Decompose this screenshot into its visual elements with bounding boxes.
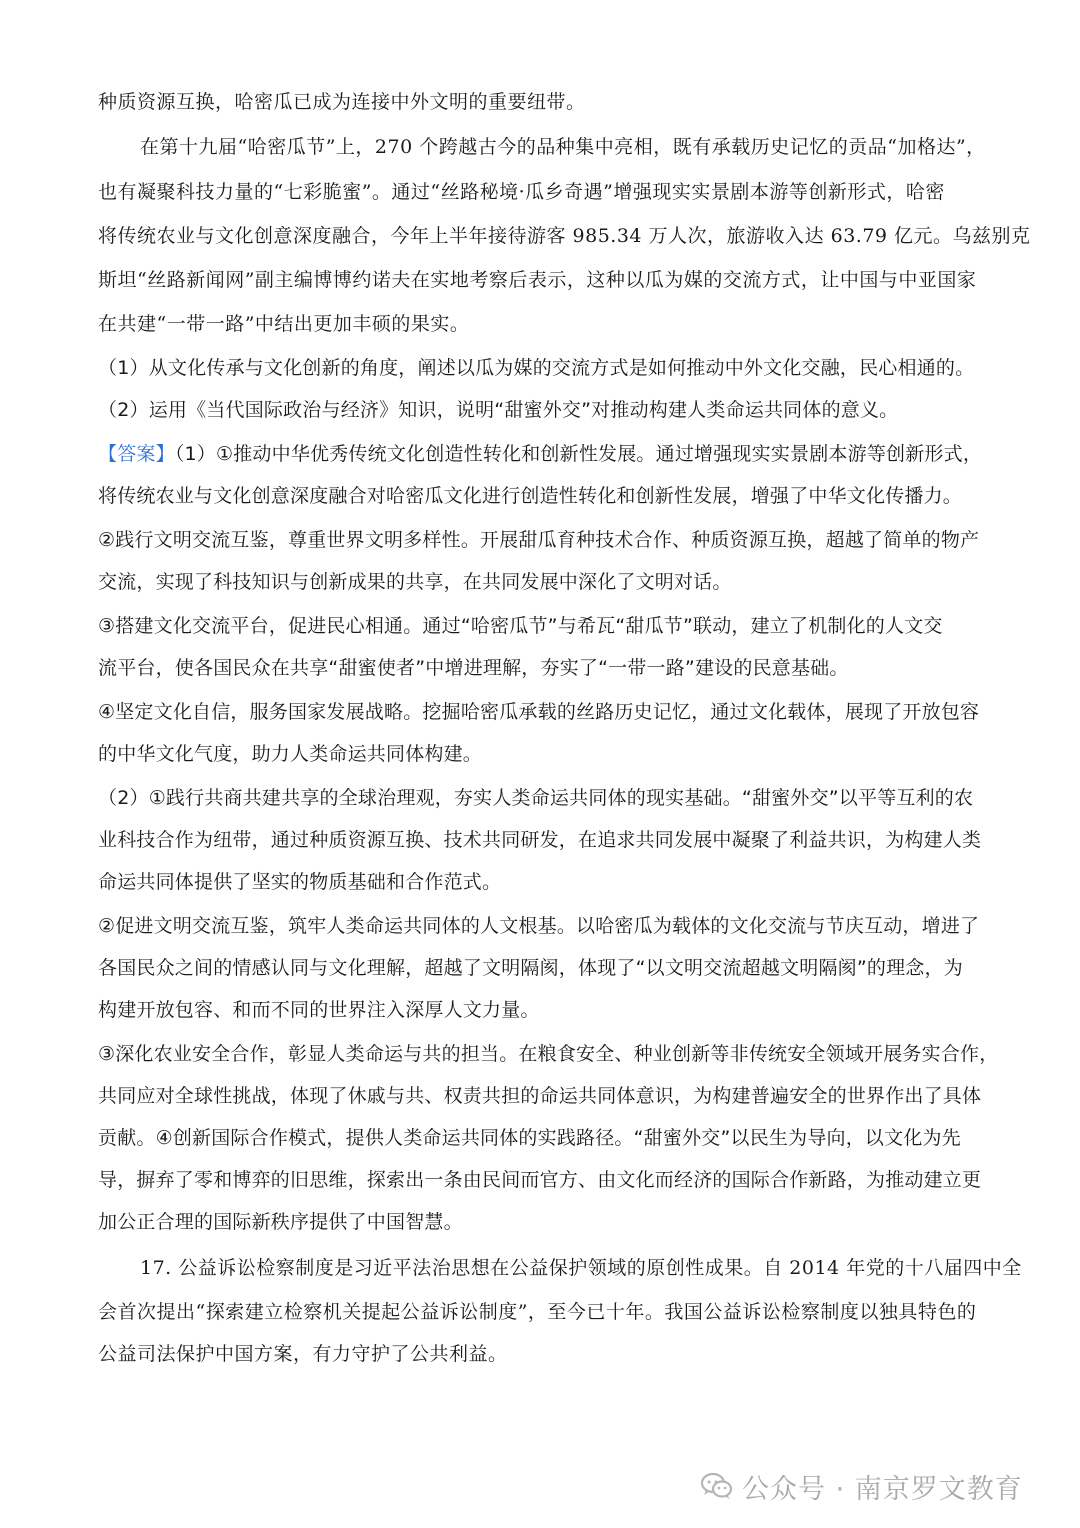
answer-line: 业科技合作为纽带，通过种质资源互换、技术共同研发，在追求共同发展中凝聚了利益共识，为构建人类 bbox=[98, 829, 982, 851]
answer-text: （1）①推动中华优秀传统文化创造性转化和创新性发展。通过增强现实实景剧本游等创新形式， bbox=[174, 443, 983, 465]
answer-tag: 【答案】 bbox=[98, 443, 175, 465]
watermark-text: 公众号 · 南京罗文教育 bbox=[742, 1473, 1023, 1505]
answer-line: 流平台，使各国民众在共享“甜蜜使者”中增进理解，夯实了“一带一路”建设的民意基础。 bbox=[98, 657, 849, 679]
answer-line: ③深化农业安全合作，彰显人类命运与共的担当。在粮食安全、种业创新等非传统安全领域开展务实合作， bbox=[98, 1043, 999, 1065]
answer-line: 贡献。④创新国际合作模式，提供人类命运共同体的实践路径。“甜蜜外交”以民生为导向，以文化为先 bbox=[98, 1127, 961, 1149]
question-17-line: 会首次提出“探索建立检察机关提起公益诉讼制度”，至今已十年。我国公益诉讼检察制度以独具特色的 bbox=[98, 1301, 977, 1323]
answer-line: ②促进文明交流互鉴，筑牢人类命运共同体的人文根基。以哈密瓜为载体的文化交流与节庆互动，增进了 bbox=[98, 915, 980, 937]
answer-line: 交流，实现了科技知识与创新成果的共享，在共同发展中深化了文明对话。 bbox=[98, 571, 732, 593]
answer-line: 将传统农业与文化创意深度融合对哈密瓜文化进行创造性转化和创新性发展，增强了中华文化传播力。 bbox=[98, 485, 963, 507]
answer-line: 命运共同体提供了坚实的物质基础和合作范式。 bbox=[98, 871, 502, 893]
watermark bbox=[700, 1464, 1060, 1508]
answer-line: 构建开放包容、和而不同的世界注入深厚人文力量。 bbox=[98, 999, 540, 1021]
passage-line: 在共建“一带一路”中结出更加丰硕的果实。 bbox=[98, 313, 470, 335]
question-17-line: 17. 公益诉讼检察制度是习近平法治思想在公益保护领域的原创性成果。自 2014 年党的十八届四中全 bbox=[140, 1257, 1022, 1279]
answer-line: ④坚定文化自信，服务国家发展战略。挖掘哈密瓜承载的丝路历史记忆，通过文化载体，展现了开放包容 bbox=[98, 701, 980, 723]
passage-line: 也有凝聚科技力量的“七彩脆蜜”。通过“丝路秘境·瓜乡奇遇”增强现实实景剧本游等创新形式，哈密 bbox=[98, 181, 945, 203]
answer-line bbox=[98, 440, 988, 468]
passage-line: 将传统农业与文化创意深度融合，今年上半年接待游客 985.34 万人次，旅游收入达 63.79 亿元。乌兹别克 bbox=[98, 225, 1031, 247]
passage-line: 种质资源互换，哈密瓜已成为连接中外文明的重要纽带。 bbox=[98, 91, 586, 113]
question-17-line: 公益司法保护中国方案，有力守护了公共利益。 bbox=[98, 1343, 508, 1365]
answer-line: 各国民众之间的情感认同与文化理解，超越了文明隔阂，体现了“以文明交流超越文明隔阂”的理念，为 bbox=[98, 957, 963, 979]
answer-line: 共同应对全球性挑战，体现了休戚与共、权责共担的命运共同体意识，为构建普遍安全的世界作出了具体 bbox=[98, 1085, 982, 1107]
passage-line: 在第十九届“哈密瓜节”上，270 个跨越古今的品种集中亮相，既有承载历史记忆的贡品“加格达”， bbox=[140, 136, 986, 158]
answer-line: ②践行文明交流互鉴，尊重世界文明多样性。开展甜瓜育种技术合作、种质资源互换，超越了简单的物产 bbox=[98, 529, 980, 551]
answer-line: （2）①践行共商共建共享的全球治理观，夯实人类命运共同体的现实基础。“甜蜜外交”以平等互利的农 bbox=[98, 787, 974, 809]
wechat-icon bbox=[700, 1471, 734, 1501]
answer-line: 的中华文化气度，助力人类命运共同体构建。 bbox=[98, 743, 483, 765]
question-1: （1）从文化传承与文化创新的角度，阐述以瓜为媒的交流方式是如何推动中外文化交融，民心相通的。 bbox=[98, 357, 975, 379]
answer-line: 加公正合理的国际新秩序提供了中国智慧。 bbox=[98, 1211, 463, 1233]
answer-line: ③搭建文化交流平台，促进民心相通。通过“哈密瓜节”与希瓦“甜瓜节”联动，建立了机制化的人文交 bbox=[98, 615, 943, 637]
question-2: （2）运用《当代国际政治与经济》知识，说明“甜蜜外交”对推动构建人类命运共同体的意义。 bbox=[98, 399, 899, 421]
answer-line: 导，摒弃了零和博弈的旧思维，探索出一条由民间而官方、由文化而经济的国际合作新路，为推动建立更 bbox=[98, 1169, 982, 1191]
passage-line: 斯坦“丝路新闻网”副主编博博约诺夫在实地考察后表示，这种以瓜为媒的交流方式，让中国与中亚国家 bbox=[98, 269, 977, 291]
